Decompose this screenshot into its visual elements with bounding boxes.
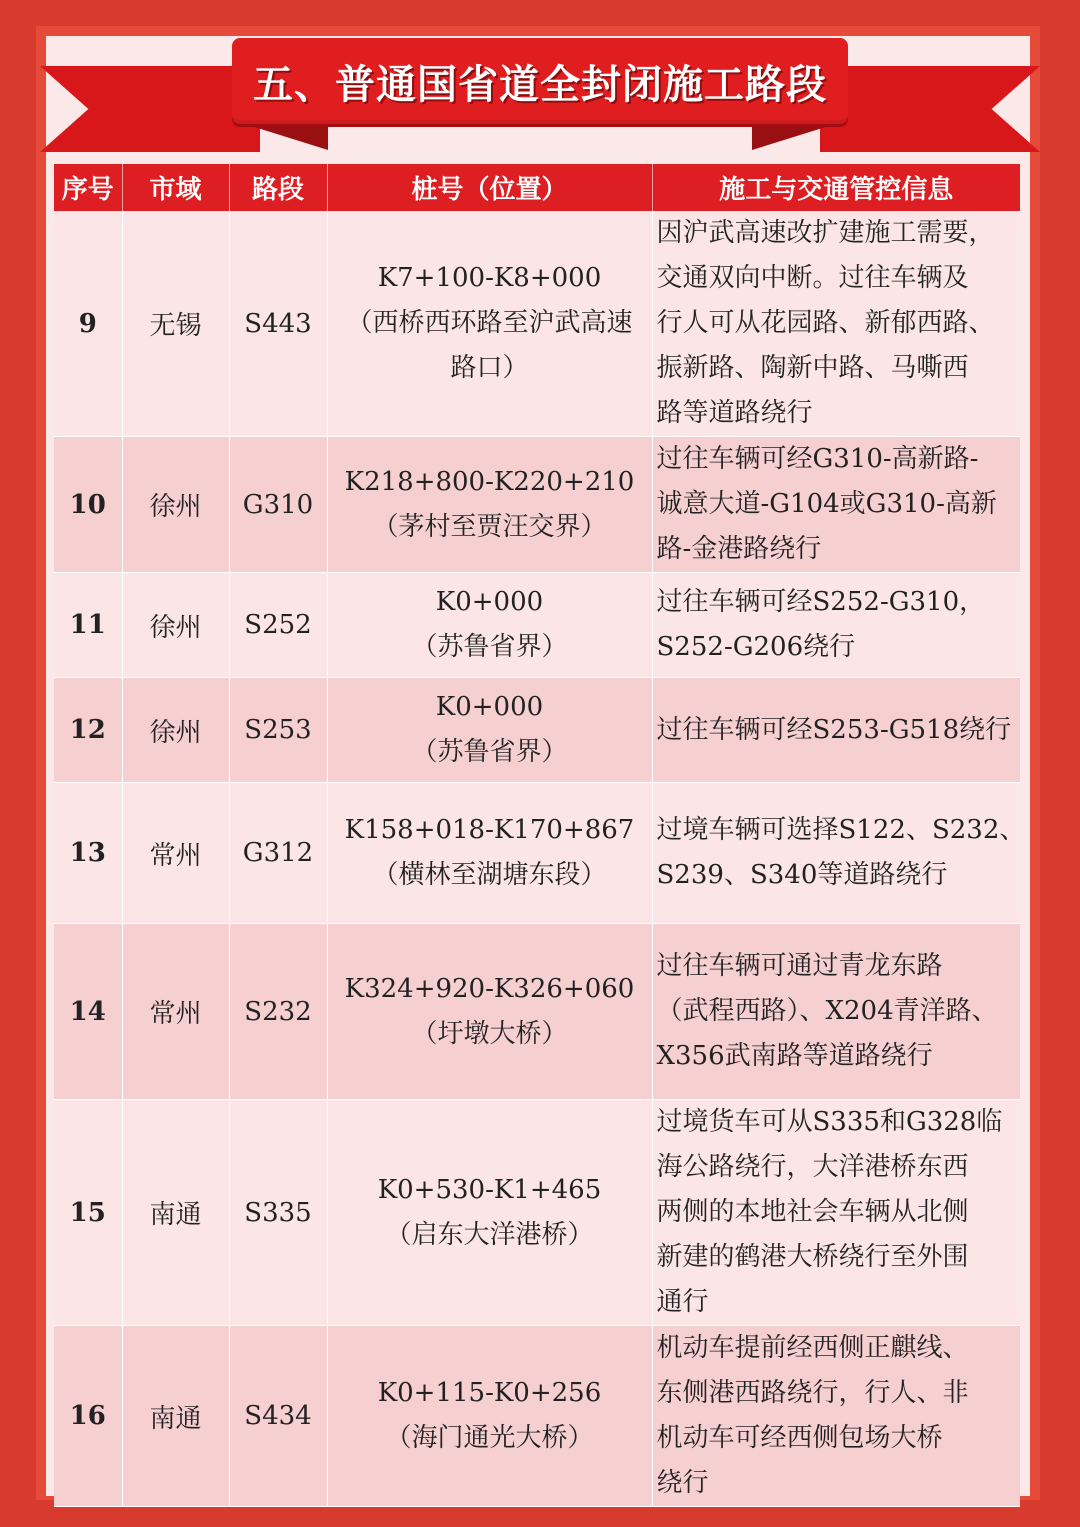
table-row [54, 678, 1020, 783]
row-city: 常州 [122, 783, 229, 924]
row-road: S443 [229, 211, 327, 437]
row-position [327, 437, 652, 573]
row-number: 9 [54, 211, 122, 437]
row-city: 南通 [122, 1100, 229, 1326]
row-city: 徐州 [122, 573, 229, 678]
info-line: 交通双向中断。过往车辆及 [656, 263, 969, 293]
row-info [652, 437, 1020, 573]
row-info [652, 678, 1020, 783]
position-line: K158+018-K170+867 [344, 815, 635, 845]
row-road: G310 [229, 437, 327, 573]
info-line: 行人可从花园路、新郁西路、 [656, 308, 995, 338]
position-line: （圩墩大桥） [411, 1018, 568, 1049]
row-road: S253 [229, 678, 327, 783]
header-road: 路段 [229, 164, 327, 211]
table-row [54, 783, 1020, 924]
position-line: （启东大洋港桥） [385, 1219, 594, 1250]
row-number: 10 [54, 437, 122, 573]
info-line: 通行 [656, 1287, 709, 1317]
position-line: （茅村至贾汪交界） [372, 511, 607, 542]
row-number: 16 [54, 1326, 122, 1507]
row-number: 11 [54, 573, 122, 678]
row-info [652, 783, 1026, 924]
info-line: 过境货车可从S335和G328临 [656, 1107, 1003, 1137]
row-city: 常州 [122, 924, 229, 1100]
info-line: 过境车辆可选择S122、S232、 [656, 815, 1026, 845]
row-city: 徐州 [122, 437, 229, 573]
header-info: 施工与交通管控信息 [652, 164, 1020, 211]
info-line: 东侧港西路绕行，行人、非 [656, 1378, 969, 1408]
closure-table [54, 164, 1026, 1507]
info-line: X356武南路等道路绕行 [656, 1041, 933, 1071]
row-road: G312 [229, 783, 327, 924]
position-line: K218+800-K220+210 [344, 466, 635, 497]
info-line: 两侧的本地社会车辆从北侧 [656, 1197, 969, 1227]
info-line: 振新路、陶新中路、马嘶西 [656, 353, 969, 383]
row-number: 13 [54, 783, 122, 924]
table-row [54, 211, 1020, 437]
row-number: 14 [54, 924, 122, 1100]
header-city: 市域 [122, 164, 229, 211]
position-line: （横林至湖塘东段） [372, 860, 607, 890]
row-road: S252 [229, 573, 327, 678]
position-line: K324+920-K326+060 [344, 973, 635, 1004]
info-line: 新建的鹤港大桥绕行至外围 [656, 1242, 969, 1272]
info-line: 路-金港路绕行 [656, 534, 822, 564]
row-position [327, 211, 652, 437]
table-row [54, 1326, 1020, 1507]
row-position [327, 1326, 652, 1507]
row-position [327, 678, 652, 783]
row-city: 南通 [122, 1326, 229, 1507]
position-line: （苏鲁省界） [411, 737, 568, 767]
info-line: S252-G206绕行 [656, 632, 856, 662]
row-city: 徐州 [122, 678, 229, 783]
row-position [327, 783, 652, 924]
row-position [327, 1100, 652, 1326]
row-info [652, 924, 1020, 1100]
info-line: S239、S340等道路绕行 [656, 860, 948, 890]
info-line: 诚意大道-G104或G310-高新 [656, 489, 997, 519]
position-line: K0+530-K1+465 [377, 1174, 602, 1205]
position-line: （西桥西环路至沪武高速 [346, 308, 633, 338]
row-road: S232 [229, 924, 327, 1100]
table-row [54, 924, 1020, 1100]
info-line: （武程西路）、X204青洋路、 [656, 996, 998, 1026]
row-number: 12 [54, 678, 122, 783]
info-line: 过往车辆可经S252-G310， [656, 587, 986, 617]
page-title: 五、普通国省道全封闭施工路段 [253, 61, 827, 108]
position-line: K7+100-K8+000 [377, 263, 602, 293]
info-line: 机动车提前经西侧正麒线、 [656, 1333, 969, 1363]
row-road: S335 [229, 1100, 327, 1326]
info-line: 因沪武高速改扩建施工需要， [656, 218, 995, 248]
header-position: 桩号（位置） [327, 164, 652, 211]
header-no: 序号 [54, 164, 122, 211]
position-line: 路口） [450, 353, 529, 383]
position-line: （海门通光大桥） [385, 1423, 594, 1453]
row-info [652, 573, 1020, 678]
info-line: 机动车可经西侧包场大桥 [656, 1423, 943, 1453]
row-number: 15 [54, 1100, 122, 1326]
row-road: S434 [229, 1326, 327, 1507]
row-city: 无锡 [122, 211, 229, 437]
position-line: K0+000 [435, 692, 544, 722]
row-info [652, 211, 1020, 437]
table-row [54, 573, 1020, 678]
row-position [327, 924, 652, 1100]
row-info [652, 1100, 1020, 1326]
info-line: 绕行 [656, 1468, 709, 1498]
table-row [54, 1100, 1020, 1326]
row-info [652, 1326, 1020, 1507]
info-line: 过往车辆可经G310-高新路- [656, 444, 979, 474]
position-line: K0+115-K0+256 [377, 1378, 602, 1408]
table-header-row [54, 164, 1020, 211]
info-line: 过往车辆可经S253-G518绕行 [656, 714, 1012, 745]
row-position [327, 573, 652, 678]
info-line: 海公路绕行，大洋港桥东西 [656, 1152, 969, 1182]
position-line: （苏鲁省界） [411, 632, 568, 662]
info-line: 路等道路绕行 [656, 398, 813, 428]
info-line: 过往车辆可通过青龙东路 [656, 951, 943, 981]
table-row [54, 437, 1020, 573]
position-line: K0+000 [435, 587, 544, 617]
title-banner [232, 38, 848, 124]
